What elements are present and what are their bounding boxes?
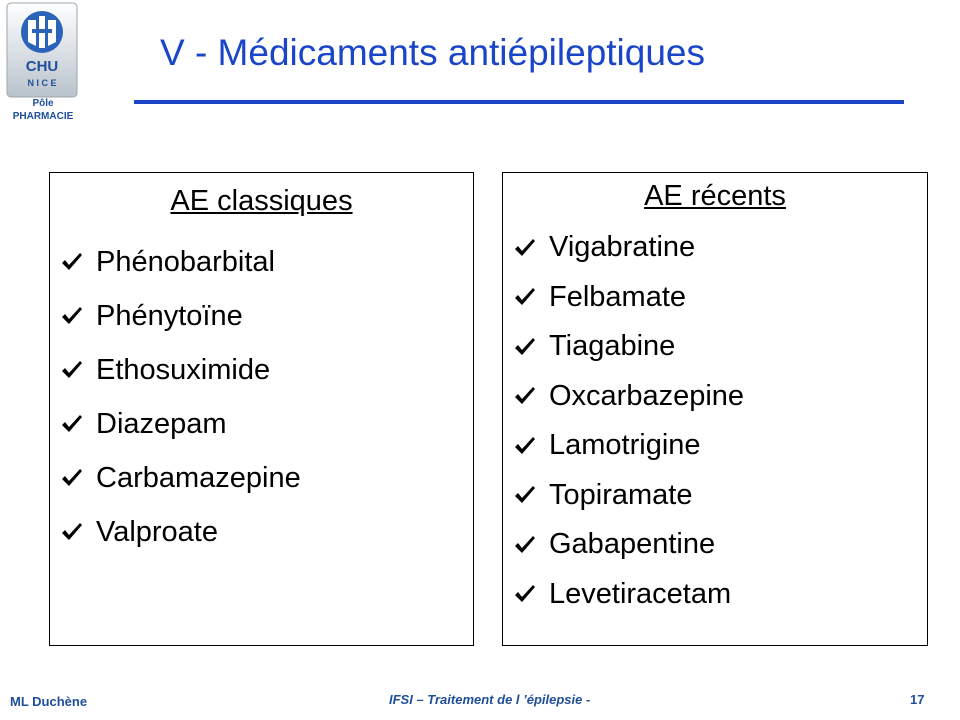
checkmark-icon (513, 286, 537, 308)
recent-ae-list (503, 223, 927, 619)
list-item (503, 471, 927, 521)
list-item (50, 397, 473, 451)
recent-ae-box (502, 172, 928, 646)
checkmark-icon (513, 336, 537, 358)
list-item (503, 421, 927, 471)
list-item (503, 223, 927, 273)
drug-name: Ethosuximide (96, 354, 271, 386)
drug-name: Felbamate (549, 280, 687, 313)
checkmark-icon (60, 467, 84, 489)
list-item (50, 343, 473, 397)
drug-name: Phénytoïne (96, 300, 243, 332)
checkmark-icon (60, 359, 84, 381)
drug-name: Phénobarbital (96, 246, 275, 278)
drug-name: Levetiracetam (549, 577, 732, 610)
drug-name: Carbamazepine (96, 462, 301, 494)
footer-page-number: 17 (910, 692, 925, 707)
pole-line2: PHARMACIE (12, 111, 74, 122)
list-item (50, 289, 473, 343)
classic-ae-list (50, 235, 473, 559)
slide-title: V - Médicaments antiépileptiques (160, 32, 706, 73)
pole-label (0, 97, 86, 123)
logo-text-top: CHU (25, 58, 59, 75)
drug-name: Diazepam (96, 408, 227, 440)
checkmark-icon (60, 305, 84, 327)
list-item (503, 273, 927, 323)
drug-name: Tiagabine (549, 330, 676, 362)
title-underline (134, 100, 904, 104)
footer-course: IFSI – Traitement de l ’épilepsie - (389, 692, 591, 707)
footer-author: ML Duchène (10, 694, 88, 709)
list-item (50, 235, 473, 289)
pole-line1: Pôle (32, 98, 54, 109)
classic-ae-heading: AE classiques (170, 185, 353, 217)
checkmark-icon (60, 521, 84, 543)
drug-name: Valproate (96, 516, 218, 548)
list-item (50, 505, 473, 559)
checkmark-icon (513, 534, 537, 556)
list-item (503, 322, 927, 372)
list-item (503, 570, 927, 620)
drug-name: Vigabratine (549, 231, 696, 263)
list-item (503, 372, 927, 422)
recent-ae-heading: AE récents (644, 180, 786, 212)
drug-name: Lamotrigine (549, 429, 701, 461)
drug-name: Gabapentine (549, 528, 716, 560)
logo-text-bottom: N I C E (27, 78, 57, 88)
list-item (50, 451, 473, 505)
logo-graphic (6, 2, 78, 98)
classic-ae-box (49, 172, 474, 646)
checkmark-icon (513, 237, 537, 259)
drug-name: Topiramate (549, 478, 693, 511)
drug-name: Oxcarbazepine (549, 379, 745, 412)
checkmark-icon (60, 251, 84, 273)
checkmark-icon (513, 385, 537, 407)
checkmark-icon (513, 484, 537, 506)
checkmark-icon (513, 435, 537, 457)
checkmark-icon (513, 583, 537, 605)
checkmark-icon (60, 413, 84, 435)
list-item (503, 520, 927, 570)
chu-nice-logo-icon (6, 2, 78, 98)
